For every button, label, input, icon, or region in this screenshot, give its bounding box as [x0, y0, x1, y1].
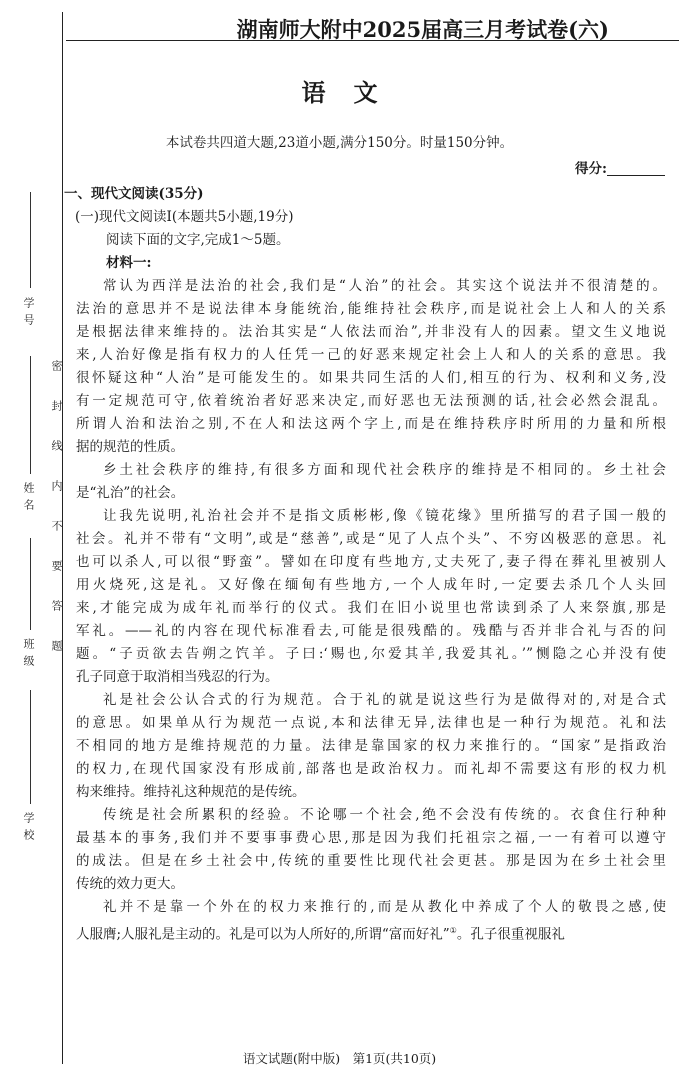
paragraph-line: 不相同的地方是维持规范的力量。法律是靠国家的权力来推行的。“国家”是指政治 — [76, 738, 666, 754]
paragraph-line: 传统的效力更大。 — [76, 876, 184, 892]
paragraph-line: 乡土社会秩序的维持,有很多方面和现代社会秩序的维持是不相同的。乡土社会 — [103, 462, 666, 478]
section-heading-text: 一、现代文阅读(35分) — [64, 186, 204, 202]
exam-intro: 本试卷共四道大题,23道小题,满分150分。时量150分钟。 — [165, 135, 514, 151]
subject-title: 语文 — [301, 78, 406, 107]
score-label: 得分: — [575, 161, 607, 177]
subsection-heading: (一)现代文阅读Ⅰ(本题共5小题,19分) — [75, 209, 294, 225]
score-box — [575, 157, 665, 177]
paragraph-line: 礼并不是靠一个外在的权力来推行的,而是从教化中养成了个人的敬畏之感,使 — [103, 899, 666, 915]
paragraph-line — [76, 919, 666, 942]
class-field[interactable] — [30, 538, 31, 630]
paragraph-line: 的权力,在现代国家没有形成前,部落也是政治权力。而礼却不需要这有形的权力机 — [76, 761, 666, 777]
paragraph — [76, 275, 666, 459]
paragraph-line: 是根据法律来维持的。法治其实是“人依法而治”,并非没有人的因素。望文生义地说 — [76, 324, 666, 340]
paragraph-line: 来,人治好像是指有权力的人任凭一己的好恶来规定社会上人和人的关系的意思。我 — [76, 347, 666, 363]
paragraph-line: 用火烧死,这是礼。又好像在缅甸有些地方,一个人成年时,一定要去杀几个人头回 — [76, 577, 666, 593]
school-label: 学校 — [22, 812, 35, 846]
paragraph-line: 的成法。但是在乡土社会中,传统的重要性比现代社会更甚。那是因为在乡土社会里 — [76, 853, 666, 869]
paragraph-line: 也可以杀人,可以很“野蛮”。譬如在印度有些地方,丈夫死了,妻子得在葬礼里被别人 — [76, 554, 666, 570]
paragraph-line: 来,才能完成为成年礼而举行的仪式。我们在旧小说里也常读到杀了人来祭旗,那是 — [76, 600, 666, 616]
paragraph-line: 礼是社会公认合式的行为规范。合于礼的就是说这些行为是做得对的,对是合式 — [103, 692, 666, 708]
paragraph-line: 孔子同意于取消相当残忍的行为。 — [76, 669, 279, 685]
paragraph — [76, 459, 666, 505]
paragraph-line: 社会。礼并不带有“文明”,或是“慈善”,或是“见了人点个头”、不穷凶极恶的意思。礼 — [76, 531, 666, 547]
paragraph — [76, 505, 666, 689]
student-id-field[interactable] — [30, 192, 31, 288]
seal-line-notice: 密 封 线 内 不 要 答 题 — [50, 360, 63, 660]
paragraph-line: 据的规范的性质。 — [76, 439, 184, 455]
reading-instruction: 阅读下面的文字,完成1～5题。 — [106, 232, 290, 248]
paragraph-line: 的意思。如果单从行为规范一点说,本和法律无异,法律也是一种行为规范。礼和法 — [76, 715, 666, 731]
paragraph — [76, 896, 666, 942]
name-label: 姓名 — [22, 482, 35, 516]
paragraph — [76, 804, 666, 896]
page-footer: 语文试题(附中版) 第1页(共10页) — [242, 1051, 437, 1066]
paragraph-line: 是“礼治”的社会。 — [76, 485, 185, 501]
class-label: 班级 — [22, 638, 35, 672]
section-heading — [64, 183, 666, 206]
passage — [76, 275, 666, 942]
paragraph — [76, 689, 666, 804]
name-field[interactable] — [30, 356, 31, 474]
paragraph-line: 让我先说明,礼治社会并不是指文质彬彬,像《镜花缘》里所描写的君子国一般的 — [103, 508, 666, 524]
score-blank[interactable] — [607, 161, 665, 176]
exam-content — [64, 183, 666, 943]
paragraph-line: 最基本的事务,我们并不要事事费心思,那是因为我们托祖宗之福,一一有着可以遵守 — [76, 830, 666, 846]
school-field[interactable] — [30, 690, 31, 804]
paragraph-line: 法治的意思并不是说法律本身能统治,能维持社会秩序,而是说社会上人和人的关系 — [76, 301, 666, 317]
student-id-label: 学号 — [22, 297, 35, 331]
line-text: 人服膺;人服礼是主动的。礼是可以为人所好的,所谓“富而好礼” — [76, 926, 450, 943]
paragraph-line: 构来维持。维持礼这种规范的是传统。 — [76, 784, 306, 800]
page-header — [66, 0, 679, 41]
paragraph-line: 很怀疑这种“人治”是可能发生的。如果共同生活的人们,相互的行为、权利和义务,没 — [76, 370, 666, 386]
footnote-mark[interactable]: ① — [449, 926, 457, 935]
exam-title: 湖南师大附中2025届高三月考试卷(六) — [236, 17, 609, 42]
paragraph-line: 所谓人治和法治之别,不在人和法这两个字上,而是在维持秩序时所用的力量和所根 — [76, 416, 666, 432]
paragraph-line: 常认为西洋是法治的社会,我们是“人治”的社会。其实这个说法并不很清楚的。 — [103, 278, 666, 294]
paragraph-line: 军礼。——礼的内容在现代标准看去,可能是很残酷的。残酷与否并非合礼与否的问 — [76, 623, 666, 639]
binding-margin — [0, 0, 66, 1076]
line-text-tail: 。孔子很重视服礼 — [456, 926, 565, 943]
paragraph-line: 有一定规范可守,依着统治者好恶来决定,而好恶也无法预测的话,社会必然会混乱。 — [76, 393, 666, 409]
paragraph-line: 题。“子贡欲去告朔之饩羊。子曰:‘赐也,尔爱其羊,我爱其礼。’”恻隐之心并没有使 — [76, 646, 666, 662]
paragraph-line: 传统是社会所累积的经验。不论哪一个社会,绝不会没有传统的。衣食住行种种 — [103, 807, 666, 823]
material-label: 材料一: — [106, 255, 152, 271]
